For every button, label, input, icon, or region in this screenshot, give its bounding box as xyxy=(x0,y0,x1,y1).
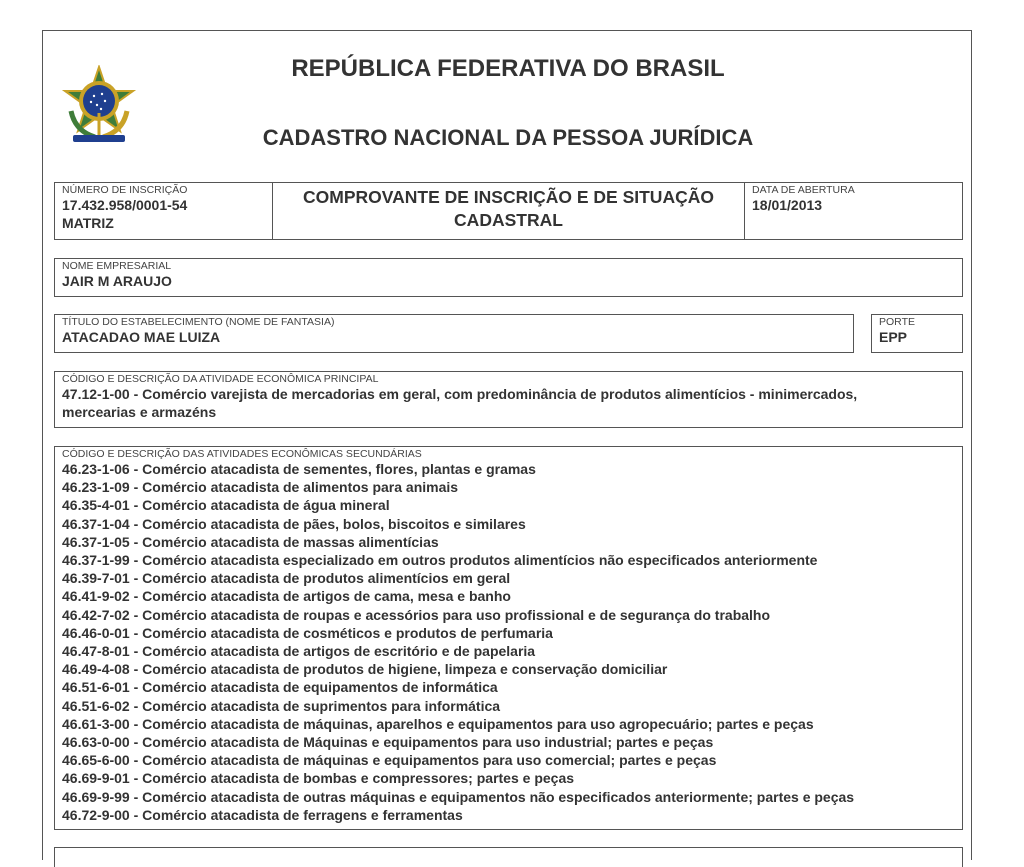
list-item: 46.51-6-02 - Comércio atacadista de suprimentos para informática xyxy=(62,697,501,714)
list-item: 46.37-1-04 - Comércio atacadista de pães, bolos, biscoitos e similares xyxy=(62,515,526,532)
comprovante-title-line1: COMPROVANTE DE INSCRIÇÃO E DE SITUAÇÃO xyxy=(303,187,714,207)
list-item: 46.23-1-09 - Comércio atacadista de alimentos para animais xyxy=(62,479,459,496)
titulo-value: ATACADAO MAE LUIZA xyxy=(62,329,221,345)
cnpj-number: 17.432.958/0001-54 xyxy=(62,197,188,213)
nome-empresarial-box xyxy=(54,258,963,297)
list-item: 46.37-1-05 - Comércio atacadista de massas alimentícias xyxy=(62,533,439,550)
atividade-principal-label: CÓDIGO E DESCRIÇÃO DA ATIVIDADE ECONÔMICA PRINCIPAL xyxy=(62,373,379,385)
list-item: 46.69-9-01 - Comércio atacadista de bombas e compressores; partes e peças xyxy=(62,770,575,787)
list-item: 46.49-4-08 - Comércio atacadista de produtos de higiene, limpeza e conservação domiciliar xyxy=(62,661,668,678)
list-item: 46.63-0-00 - Comércio atacadista de Máquinas e equipamentos para uso industrial; partes e peças xyxy=(62,734,714,751)
list-item: 46.39-7-01 - Comércio atacadista de produtos alimentícios em geral xyxy=(62,570,511,587)
list-item: 46.42-7-02 - Comércio atacadista de roupas e acessórios para uso profissional e de segurança do trabalho xyxy=(62,606,771,623)
inscricao-cell xyxy=(55,183,273,239)
titulo-box xyxy=(54,314,854,353)
comprovante-cell xyxy=(273,183,745,239)
nome-empresarial-label: NOME EMPRESARIAL xyxy=(62,260,172,272)
titulo-label: TÍTULO DO ESTABELECIMENTO (NOME DE FANTASIA) xyxy=(62,316,335,328)
comprovante-title-line2: CADASTRAL xyxy=(454,210,563,230)
header-row xyxy=(54,182,963,240)
atividade-principal-box xyxy=(54,371,963,428)
list-item: 46.72-9-00 - Comércio atacadista de ferragens e ferramentas xyxy=(62,806,463,823)
cnpj-document xyxy=(42,30,972,860)
country-title: REPÚBLICA FEDERATIVA DO BRASIL xyxy=(291,55,725,82)
matriz-type: MATRIZ xyxy=(62,215,114,231)
next-section-box xyxy=(54,847,963,867)
abertura-cell xyxy=(745,183,962,239)
porte-label: PORTE xyxy=(879,316,915,328)
atividade-principal-line2: mercearias e armazéns xyxy=(62,404,217,420)
list-item: 46.46-0-01 - Comércio atacadista de cosméticos e produtos de perfumaria xyxy=(62,624,553,641)
atividades-secundarias-list xyxy=(62,460,955,824)
list-item: 46.61-3-00 - Comércio atacadista de máquinas, aparelhos e equipamentos para uso agropecuário; partes e peças xyxy=(62,715,814,732)
porte-box xyxy=(871,314,963,353)
list-item: 46.51-6-01 - Comércio atacadista de equipamentos de informática xyxy=(62,679,498,696)
atividades-secundarias-box xyxy=(54,446,963,830)
list-item: 46.69-9-99 - Comércio atacadista de outras máquinas e equipamentos não especificados anteriormente; partes e peças xyxy=(62,788,855,805)
list-item: 46.47-8-01 - Comércio atacadista de artigos de escritório e de papelaria xyxy=(62,643,536,660)
atividades-secundarias-label: CÓDIGO E DESCRIÇÃO DAS ATIVIDADES ECONÔMICAS SECUNDÁRIAS xyxy=(62,448,422,460)
nome-empresarial-value: JAIR M ARAUJO xyxy=(62,273,172,289)
list-item: 46.37-1-99 - Comércio atacadista especializado em outros produtos alimentícios não especificados anteriormente xyxy=(62,552,818,569)
list-item: 46.23-1-06 - Comércio atacadista de sementes, flores, plantas e gramas xyxy=(62,461,536,477)
registry-title: CADASTRO NACIONAL DA PESSOA JURÍDICA xyxy=(262,125,754,150)
abertura-date: 18/01/2013 xyxy=(752,197,823,213)
abertura-label: DATA DE ABERTURA xyxy=(752,184,855,196)
inscricao-label: NÚMERO DE INSCRIÇÃO xyxy=(62,184,188,196)
atividade-principal-line1: 47.12-1-00 - Comércio varejista de mercadorias em geral, com predominância de produtos alimentícios - minimercados, xyxy=(62,386,858,402)
list-item: 46.35-4-01 - Comércio atacadista de água mineral xyxy=(62,497,390,514)
porte-value: EPP xyxy=(879,329,908,345)
list-item: 46.65-6-00 - Comércio atacadista de máquinas e equipamentos para uso comercial; partes e peças xyxy=(62,752,717,769)
list-item: 46.41-9-02 - Comércio atacadista de artigos de cama, mesa e banho xyxy=(62,588,511,605)
